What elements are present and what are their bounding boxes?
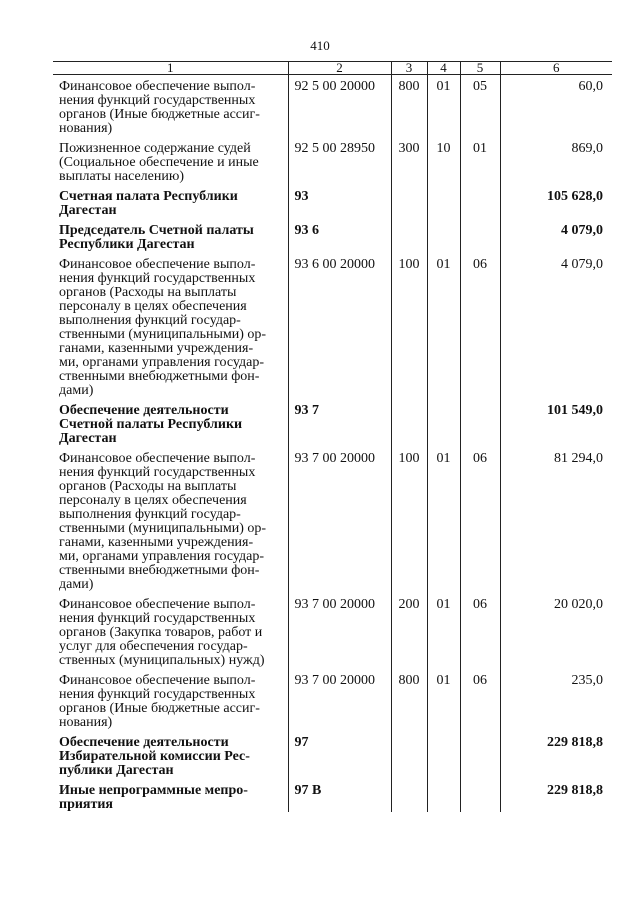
section-code <box>427 398 460 446</box>
item-name: Председатель Счетной палаты Республики Дагестан <box>59 223 254 252</box>
column-header-3: 3 <box>391 62 427 75</box>
budget-code: 93 6 <box>288 218 391 252</box>
budget-code: 92 5 00 20000 <box>288 75 391 137</box>
column-header-5: 5 <box>460 62 500 75</box>
section-code: 01 <box>427 668 460 730</box>
item-name: Финансовое обеспечение выпол- нения функций государственных органов (Иные бюджетные ассиг- нования) <box>59 673 260 730</box>
table-row <box>53 778 612 812</box>
amount: 81 294,0 <box>500 446 612 592</box>
budget-code: 93 7 00 20000 <box>288 668 391 730</box>
section-code <box>427 730 460 778</box>
amount: 4 079,0 <box>500 252 612 398</box>
subsection-code <box>460 184 500 218</box>
table-row <box>53 252 612 398</box>
budget-code: 93 7 00 20000 <box>288 592 391 668</box>
item-name: Пожизненное содержание судей (Социальное обеспечение и иные выплаты населению) <box>59 141 259 184</box>
item-name: Обеспечение деятельности Избирательной комиссии Рес- публики Дагестан <box>59 735 250 778</box>
amount: 229 818,8 <box>500 778 612 812</box>
expense-type-code: 300 <box>391 136 427 184</box>
column-header-4: 4 <box>427 62 460 75</box>
section-code <box>427 778 460 812</box>
column-header-2: 2 <box>288 62 391 75</box>
budget-code: 97 <box>288 730 391 778</box>
table-row <box>53 75 612 137</box>
section-code <box>427 184 460 218</box>
item-name: Финансовое обеспечение выпол- нения функций государственных органов (Закупка товаров, работ и услуг для обеспечения государ- ственных (муниципальных) нужд) <box>59 597 265 668</box>
subsection-code <box>460 730 500 778</box>
table-row <box>53 446 612 592</box>
item-name: Счетная палата Республики Дагестан <box>59 189 238 218</box>
amount: 20 020,0 <box>500 592 612 668</box>
table-body <box>53 75 612 813</box>
subsection-code: 05 <box>460 75 500 137</box>
budget-code: 93 7 00 20000 <box>288 446 391 592</box>
item-name: Обеспечение деятельности Счетной палаты Республики Дагестан <box>59 403 243 446</box>
item-name: Финансовое обеспечение выпол- нения функций государственных органов (Расходы на выплаты персоналу в целях обеспечения выполнения функций государ- ственными (муниципальными) ор- ганами, казенными учреждения- ми, органами управления государ- ственными внебюджетными фон- дами) <box>59 451 267 592</box>
subsection-code <box>460 778 500 812</box>
table-row <box>53 218 612 252</box>
expense-type-code <box>391 184 427 218</box>
table-header-row <box>53 62 612 75</box>
section-code <box>427 218 460 252</box>
expense-type-code: 200 <box>391 592 427 668</box>
expense-type-code: 800 <box>391 75 427 137</box>
table-row <box>53 668 612 730</box>
table-row <box>53 730 612 778</box>
section-code: 10 <box>427 136 460 184</box>
amount: 235,0 <box>500 668 612 730</box>
expense-type-code <box>391 730 427 778</box>
expense-type-code: 100 <box>391 446 427 592</box>
budget-code: 97 В <box>288 778 391 812</box>
page-number: 410 <box>310 38 330 53</box>
item-name: Финансовое обеспечение выпол- нения функций государственных органов (Иные бюджетные ассиг- нования) <box>59 79 260 136</box>
amount: 60,0 <box>500 75 612 137</box>
amount: 229 818,8 <box>500 730 612 778</box>
column-header-1: 1 <box>53 62 288 75</box>
table-row <box>53 592 612 668</box>
amount: 105 628,0 <box>500 184 612 218</box>
amount: 869,0 <box>500 136 612 184</box>
budget-code: 92 5 00 28950 <box>288 136 391 184</box>
item-name: Иные непрограммные мепро- приятия <box>59 783 248 812</box>
subsection-code: 01 <box>460 136 500 184</box>
expense-type-code: 100 <box>391 252 427 398</box>
budget-table <box>53 61 612 812</box>
section-code: 01 <box>427 252 460 398</box>
table-row <box>53 184 612 218</box>
section-code: 01 <box>427 75 460 137</box>
budget-code: 93 7 <box>288 398 391 446</box>
subsection-code: 06 <box>460 668 500 730</box>
expense-type-code: 800 <box>391 668 427 730</box>
amount: 4 079,0 <box>500 218 612 252</box>
expense-type-code <box>391 778 427 812</box>
table-row <box>53 398 612 446</box>
subsection-code <box>460 218 500 252</box>
column-header-6: 6 <box>500 62 612 75</box>
subsection-code: 06 <box>460 252 500 398</box>
item-name: Финансовое обеспечение выпол- нения функций государственных органов (Расходы на выплаты персоналу в целях обеспечения выполнения функций государ- ственными (муниципальными) ор- ганами, казенными учреждения- ми, органами управления государ- ственными внебюджетными фон- дами) <box>59 257 267 398</box>
budget-code: 93 6 00 20000 <box>288 252 391 398</box>
amount: 101 549,0 <box>500 398 612 446</box>
budget-code: 93 <box>288 184 391 218</box>
subsection-code <box>460 398 500 446</box>
expense-type-code <box>391 398 427 446</box>
subsection-code: 06 <box>460 446 500 592</box>
section-code: 01 <box>427 446 460 592</box>
table-row <box>53 136 612 184</box>
section-code: 01 <box>427 592 460 668</box>
subsection-code: 06 <box>460 592 500 668</box>
expense-type-code <box>391 218 427 252</box>
